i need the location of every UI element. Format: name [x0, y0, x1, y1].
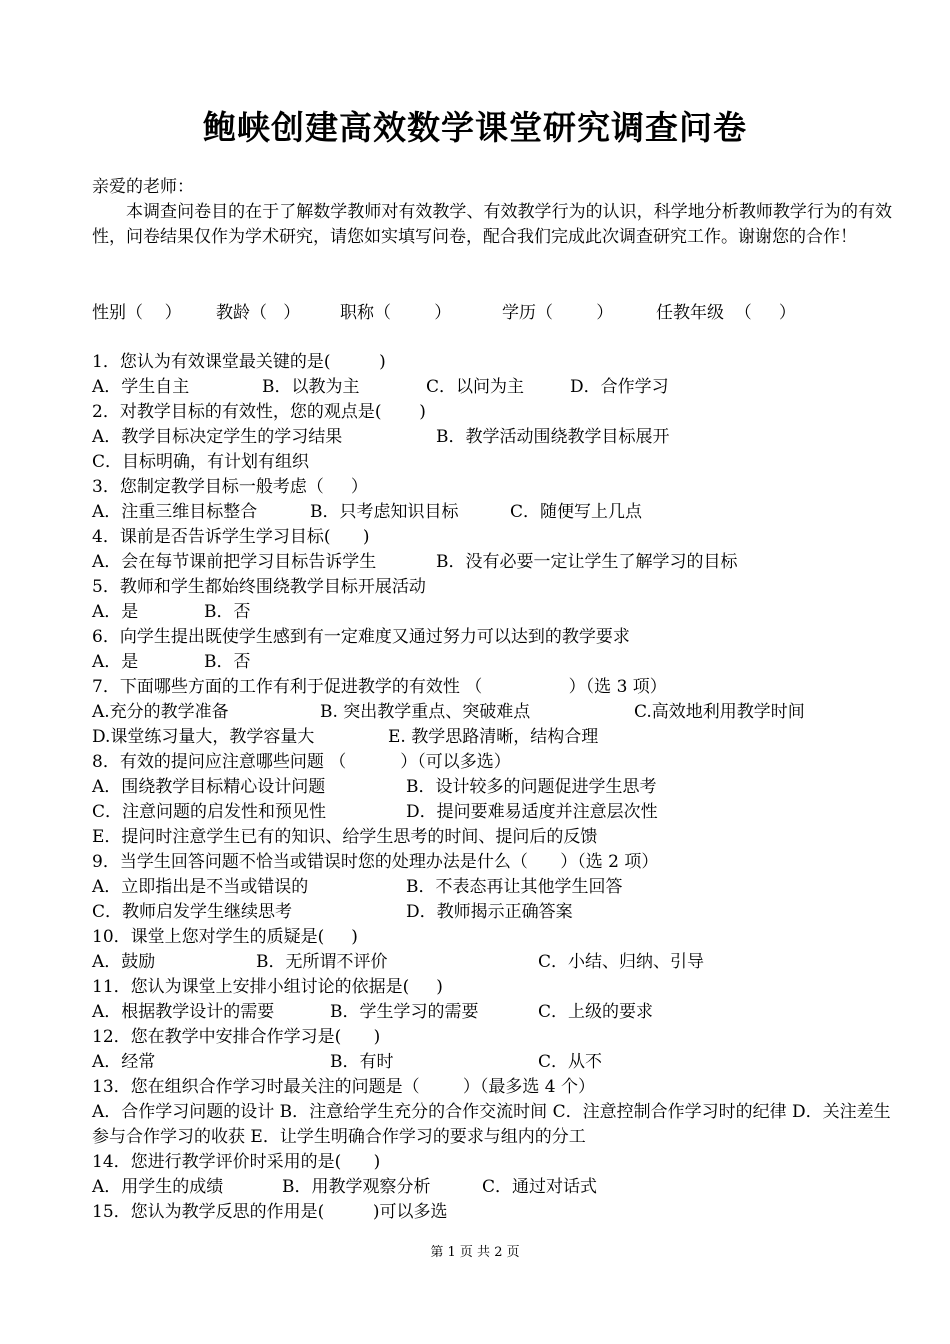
- question-6-text: 6．向学生提出既使学生感到有一定难度又通过努力可以达到的教学要求: [92, 627, 630, 647]
- question-12-option-row: [92, 1050, 892, 1075]
- question-7-option-row: [92, 700, 892, 725]
- question-9-text: 9．当学生回答问题不恰当或错误时您的处理办法是什么（ ）（选 2 项）: [92, 852, 659, 872]
- answer-option[interactable]: C．注意问题的启发性和预见性: [92, 802, 327, 822]
- answer-option[interactable]: B．无所谓不评价: [256, 952, 388, 972]
- question-10-option-row: [92, 950, 892, 975]
- answer-option[interactable]: D．提问要难易适度并注意层次性: [406, 802, 658, 822]
- question-13-options[interactable]: A．合作学习问题的设计 B．注意给学生充分的合作交流时间 C．注意控制合作学习时的纪律 D．关注差生参与合作学习的收获 E．让学生明确合作学习的要求与组内的分工: [92, 1102, 891, 1147]
- question-13-text: 13．您在组织合作学习时最关注的问题是（ ）（最多选 4 个）: [92, 1077, 595, 1097]
- answer-option[interactable]: A．是: [92, 602, 139, 622]
- info-education: 学历（ ）: [502, 303, 614, 323]
- intro-section: [92, 175, 892, 250]
- answer-option[interactable]: C．目标明确，有计划有组织: [92, 452, 310, 472]
- answer-option[interactable]: B．学生学习的需要: [330, 1002, 479, 1022]
- question-15-text: 15．您认为教学反思的作用是( )可以多选: [92, 1202, 448, 1222]
- answer-option[interactable]: A．围绕教学目标精心设计问题: [92, 777, 326, 797]
- answer-option[interactable]: B．不表态再让其他学生回答: [406, 877, 623, 897]
- info-grade: 任教年级 （ ）: [656, 303, 796, 323]
- answer-option[interactable]: C．教师启发学生继续思考: [92, 902, 293, 922]
- question-11-text: 11．您认为课堂上安排小组讨论的依据是( ): [92, 977, 443, 997]
- answer-option[interactable]: A．学生自主: [92, 377, 190, 397]
- answer-option[interactable]: D.课堂练习量大，教学容量大: [92, 727, 315, 747]
- answer-option[interactable]: D．教师揭示正确答案: [406, 902, 573, 922]
- page-title: 鲍峡创建高效数学课堂研究调查问卷: [203, 108, 747, 147]
- answer-option[interactable]: A．是: [92, 652, 139, 672]
- question-10-text: 10．课堂上您对学生的质疑是( ): [92, 927, 358, 947]
- answer-option[interactable]: C．上级的要求: [538, 1002, 654, 1022]
- question-12-text: 12．您在教学中安排合作学习是( ): [92, 1027, 381, 1047]
- question-9-option-row: [92, 875, 892, 900]
- answer-option[interactable]: E. 教学思路清晰，结构合理: [388, 727, 599, 747]
- answer-option[interactable]: B．教学活动围绕教学目标展开: [436, 427, 670, 447]
- answer-option[interactable]: C．从不: [538, 1052, 603, 1072]
- answer-option[interactable]: A．用学生的成绩: [92, 1177, 224, 1197]
- question-4-text: 4．课前是否告诉学生学习目标( ): [92, 527, 370, 547]
- intro-paragraph: 本调查问卷目的在于了解数学教师对有效教学、有效教学行为的认识，科学地分析教师教学行为的有效性，问卷结果仅作为学术研究，请您如实填写问卷，配合我们完成此次调查研究工作。谢谢您的合作！: [92, 202, 892, 247]
- question-4-option-row: [92, 550, 892, 575]
- answer-option[interactable]: B．否: [204, 602, 251, 622]
- question-8-option-row: [92, 775, 892, 800]
- answer-option[interactable]: E．提问时注意学生已有的知识、给学生思考的时间、提问后的反馈: [92, 827, 598, 847]
- answer-option[interactable]: C．随便写上几点: [510, 502, 643, 522]
- answer-option[interactable]: B．设计较多的问题促进学生思考: [406, 777, 657, 797]
- question-list: [92, 350, 892, 1225]
- question-2-option-row: [92, 425, 892, 450]
- question-8-option-row: [92, 825, 892, 850]
- answer-option[interactable]: C．小结、归纳、引导: [538, 952, 705, 972]
- answer-option[interactable]: B．只考虑知识目标: [310, 502, 459, 522]
- question-8-option-row: [92, 800, 892, 825]
- answer-option[interactable]: C.高效地利用教学时间: [634, 702, 805, 722]
- question-5-text: 5．教师和学生都始终围绕教学目标开展活动: [92, 577, 426, 597]
- question-1-option-row: [92, 375, 892, 400]
- question-3-option-row: [92, 500, 892, 525]
- question-6-option-row: [92, 650, 892, 675]
- info-gender: 性别（ ）: [92, 303, 182, 323]
- answer-option[interactable]: B．否: [204, 652, 251, 672]
- answer-option[interactable]: B．以教为主: [262, 377, 360, 397]
- question-5-option-row: [92, 600, 892, 625]
- question-7-text: 7．下面哪些方面的工作有利于促进教学的有效性 （ ）（选 3 项）: [92, 677, 667, 697]
- question-2-option-row: [92, 450, 892, 475]
- info-title: 职称（ ）: [340, 303, 452, 323]
- answer-option[interactable]: A．注重三维目标整合: [92, 502, 258, 522]
- answer-option[interactable]: C．通过对话式: [482, 1177, 598, 1197]
- question-8-text: 8．有效的提问应注意哪些问题 （ ）（可以多选）: [92, 752, 511, 772]
- question-11-option-row: [92, 1000, 892, 1025]
- question-14-text: 14．您进行教学评价时采用的是( ): [92, 1152, 381, 1172]
- question-3-text: 3．您制定教学目标一般考虑（ ）: [92, 477, 368, 497]
- page-footer: 第 1 页 共 2 页: [430, 1245, 520, 1260]
- answer-option[interactable]: A．经常: [92, 1052, 156, 1072]
- answer-option[interactable]: B. 突出教学重点、突破难点: [320, 702, 531, 722]
- answer-option[interactable]: C．以问为主: [426, 377, 525, 397]
- question-9-option-row: [92, 900, 892, 925]
- answer-option[interactable]: A．教学目标决定学生的学习结果: [92, 427, 343, 447]
- answer-option[interactable]: D．合作学习: [570, 377, 669, 397]
- question-2-text: 2．对教学目标的有效性，您的观点是( ): [92, 402, 426, 422]
- greeting: 亲爱的老师：: [92, 177, 194, 197]
- answer-option[interactable]: A．立即指出是不当或错误的: [92, 877, 309, 897]
- answer-option[interactable]: A．会在每节课前把学习目标告诉学生: [92, 552, 377, 572]
- answer-option[interactable]: A．鼓励: [92, 952, 156, 972]
- answer-option[interactable]: B．有时: [330, 1052, 394, 1072]
- question-1-text: 1．您认为有效课堂最关键的是( ): [92, 352, 386, 372]
- answer-option[interactable]: A．根据教学设计的需要: [92, 1002, 275, 1022]
- answer-option[interactable]: B．没有必要一定让学生了解学习的目标: [436, 552, 738, 572]
- question-7-option-row: [92, 725, 892, 750]
- info-teaching-years: 教龄（ ）: [216, 303, 301, 323]
- answer-option[interactable]: B．用教学观察分析: [282, 1177, 431, 1197]
- question-14-option-row: [92, 1175, 892, 1200]
- answer-option[interactable]: A.充分的教学准备: [92, 702, 229, 722]
